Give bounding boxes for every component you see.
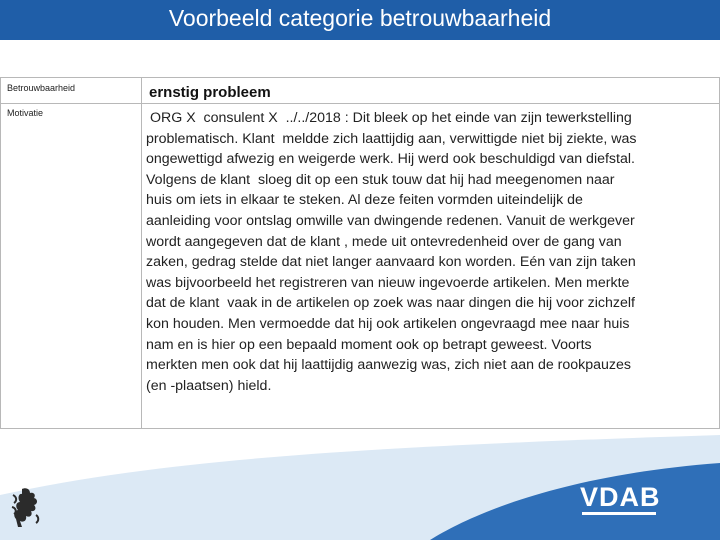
vdab-logo-text: VDAB xyxy=(580,482,661,512)
column-divider xyxy=(141,78,142,428)
row-divider xyxy=(1,103,719,104)
flemish-lion-icon xyxy=(8,485,44,529)
value-betrouwbaarheid: ernstig probleem xyxy=(149,84,271,101)
label-betrouwbaarheid: Betrouwbaarheid xyxy=(7,83,76,93)
info-table xyxy=(0,77,720,429)
page-title: Voorbeeld categorie betrouwbaarheid xyxy=(0,0,720,40)
value-motivatie: ORG X consulent X ../../2018 : Dit bleek op het einde van zijn tewerkstelling problematisch. Klant meldde zich laattijdig aan, verwittigde niet bij ziekte, was ongewettigd afwezig en weigerde werk. Hij werd ook beschuldigd van diefstal. Volgens de klant sloeg dit op een stuk touw dat hij had meegenomen naar huis om iets in elkaar te steken. Al deze feiten vormden uiteindelijk de aanleiding voor ontslag omwille van dwingende redenen. Vanuit de werkgever wordt aangegeven dat de klant , mede uit ontevredenheid over de gang van zaken, gedrag stelde dat niet langer aanvaard kon worden. Eén van zijn taken was bijvoorbeeld het registreren van nieuw ingevoerde artikelen. Men merkte dat de klant vaak in de artikelen op zoek was naar dingen die hij voor zichzelf kon houden. Men vermoedde dat hij ook artikelen ongevraagd mee naar huis nam en is hier op een bepaald moment ook op betrapt geweest. Voorts merkten men ook dat hij laattijdig aanwezig was, zich niet aan de rookpauzes (en -plaatsen) hield. xyxy=(146,110,637,394)
vdab-logo-underline xyxy=(582,512,656,515)
vdab-logo xyxy=(580,478,660,522)
label-motivatie: Motivatie xyxy=(7,108,44,118)
